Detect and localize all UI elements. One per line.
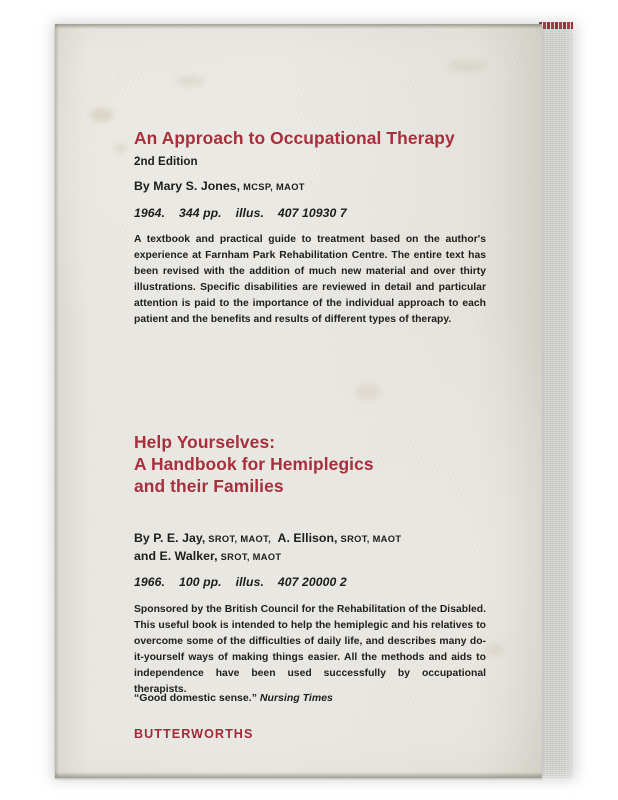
book-2-author-3-name: and E. Walker, xyxy=(134,549,218,563)
jacket-left-edge-shade xyxy=(55,24,59,778)
book-2-review-quote xyxy=(134,692,486,704)
book-2-description-row xyxy=(134,602,486,698)
spine-top-wear xyxy=(539,22,573,29)
book-1-description-row xyxy=(134,232,486,328)
publisher-name: BUTTERWORTHS xyxy=(134,727,254,741)
book-2-author-1-credentials: SROT, MAOT, xyxy=(208,534,272,544)
book-2-description: Sponsored by the British Council for the Rehabilitation of the Disabled. This useful book is intended to help the hemiplegic and his relatives to overcome some of the difficulties of daily life, and describes many do-it-yourself ways of making things easier. All the methods and aids to independence have been used successfully by occupational therapists. xyxy=(134,604,486,695)
book-2-title-line-3: and their Families xyxy=(134,476,284,497)
book-2-byline-row-1 xyxy=(134,531,486,545)
book-2-byline-row-2 xyxy=(134,549,486,563)
book-2-title xyxy=(134,431,486,497)
book-2-author-3-credentials: SROT, MAOT xyxy=(220,552,282,562)
book-2-author-2-credentials: SROT, MAOT xyxy=(340,534,402,544)
book-2-byline-1 xyxy=(134,531,486,545)
dust-jacket-back-panel xyxy=(55,24,542,778)
book-2-byline-2 xyxy=(134,549,486,563)
book-1-edition-row xyxy=(134,152,486,168)
book-2-review-row xyxy=(134,692,486,704)
book-2-publication-line: 1966. 100 pp. illus. 407 20000 2 xyxy=(134,575,347,589)
book-1-byline-row xyxy=(134,179,486,193)
age-stain xyxy=(115,144,127,153)
spine-cloth-texture xyxy=(539,26,573,778)
book-1-title: An Approach to Occupational Therapy xyxy=(134,128,455,148)
book-1-byline xyxy=(134,179,486,193)
book-1-author-name: By Mary S. Jones, xyxy=(134,179,241,193)
book-1-publication-line: 1964. 344 pp. illus. 407 10930 7 xyxy=(134,206,347,220)
age-stain xyxy=(485,644,503,656)
book-2-title-line-2: A Handbook for Hemiplegics xyxy=(134,454,374,475)
age-stain xyxy=(91,108,113,122)
book-spine xyxy=(539,26,573,778)
book-2-publication-row xyxy=(134,575,486,589)
book-2-author-1-name: By P. E. Jay, xyxy=(134,531,206,545)
book-1-publication-row xyxy=(134,206,486,220)
book-2-listing xyxy=(134,431,486,497)
book-2-author-2-name: A. Ellison, xyxy=(277,531,338,545)
book-1-listing xyxy=(134,128,486,149)
book-1-description: A textbook and practical guide to treatment based on the author's experience at Farnham Park Rehabilitation Centre. The entire text has been revised with the addition of much new material and over thirty illustrations. Specific disabilities are reviewed in detail and particular attention is paid to the importance of the individual approach to each patient and the benefits and results of different types of therapy. xyxy=(134,234,486,325)
book-1-author-credentials: MCSP, MAOT xyxy=(243,182,305,192)
back-cover-text-block xyxy=(134,24,486,778)
book-2-title-line-1: Help Yourselves: xyxy=(134,432,276,452)
book-1-edition: 2nd Edition xyxy=(134,155,198,168)
publisher-row xyxy=(134,727,486,741)
book-2-review-source: Nursing Times xyxy=(259,692,333,704)
book-2-review-text: “Good domestic sense.” xyxy=(134,692,260,704)
